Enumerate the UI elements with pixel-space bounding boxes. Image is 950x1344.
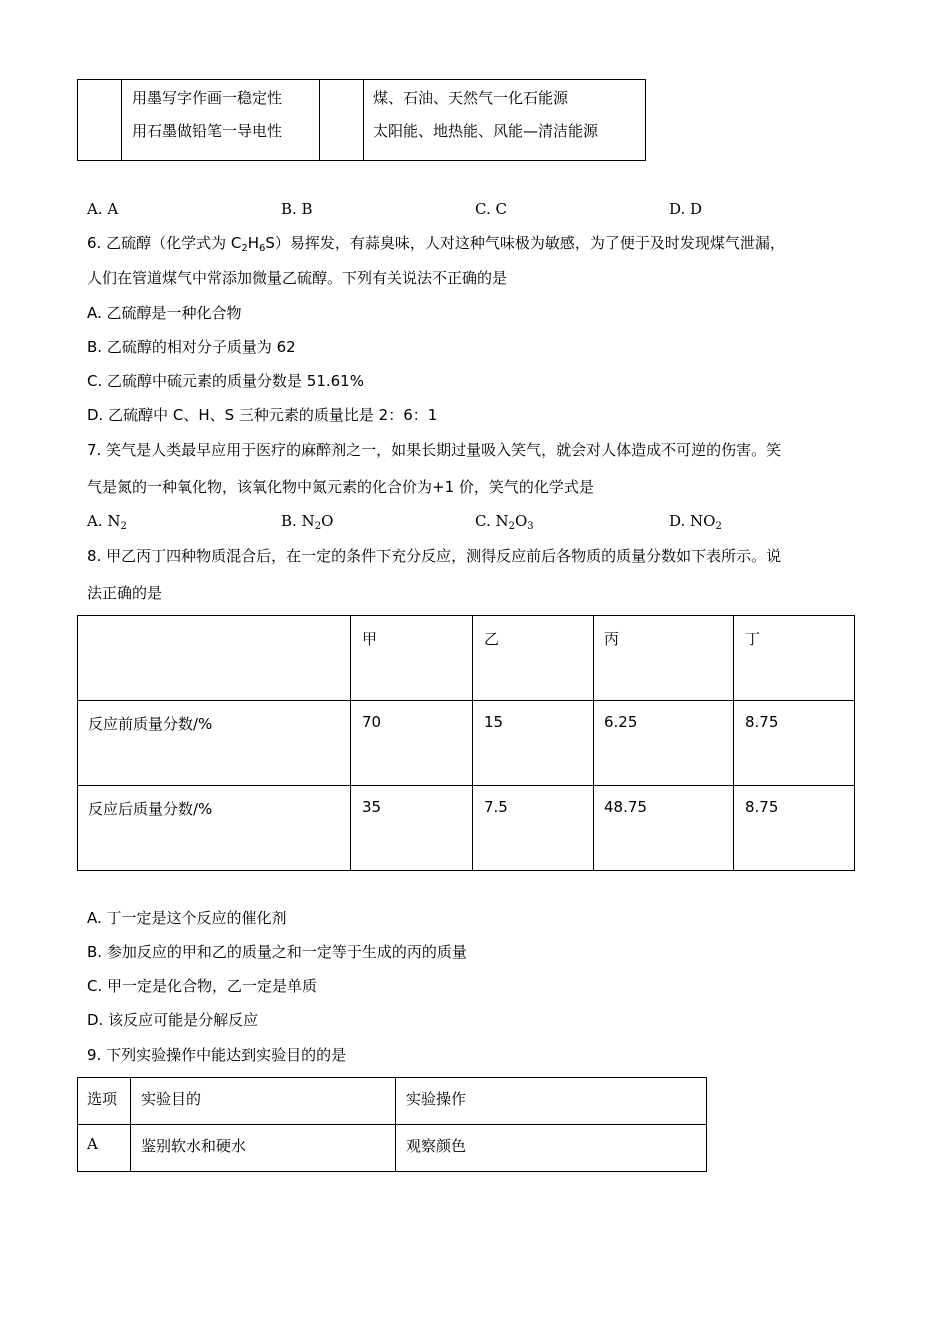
q7-option-a[interactable] (87, 512, 127, 532)
q7-option-c[interactable] (475, 512, 534, 532)
q8-header-jia: 甲 (362, 630, 378, 648)
q9-text-part: 下列实验操作中能达到实验目的的是 (106, 1046, 347, 1064)
q8-table-cell (734, 786, 855, 871)
q8-option-c[interactable]: C. 甲一定是化合物，乙一定是单质 (87, 977, 318, 995)
q6-option-b[interactable]: B. 乙硫醇的相对分子质量为 62 (87, 338, 296, 356)
q8-value: 48.75 (604, 798, 647, 816)
q7-b-text: B. N (281, 512, 315, 530)
q5-option-d[interactable]: D. D (669, 200, 703, 218)
q6-option-d[interactable]: D. 乙硫醇中 C、H、S 三种元素的质量比是 2：6：1 (87, 406, 438, 424)
top-table (77, 79, 646, 161)
q7-c-text: O (514, 512, 528, 530)
q8-table-cell (78, 701, 351, 786)
q8-header-bing: 丙 (604, 630, 620, 648)
q9-table-cell (396, 1125, 707, 1172)
top-table-text-2: 用石墨做铅笔一导电性 (132, 122, 283, 140)
q8-table-row-after (78, 786, 855, 871)
q8-option-d[interactable]: D. 该反应可能是分解反应 (87, 1011, 259, 1029)
q8-table-row-before (78, 701, 855, 786)
q6-option-a[interactable]: A. 乙硫醇是一种化合物 (87, 304, 242, 322)
q5-option-b[interactable]: B. B (281, 200, 313, 218)
q7-a-text: A. N (87, 512, 121, 530)
q9-table (77, 1077, 707, 1172)
q8-header-ding: 丁 (745, 630, 761, 648)
q7-d-sub: 2 (715, 521, 722, 532)
q8-number: 8. (87, 547, 102, 565)
q7-d-text: D. NO (669, 512, 716, 530)
q8-table-cell (594, 701, 734, 786)
top-table-cell-4 (364, 80, 646, 161)
q8-value: 8.75 (745, 713, 779, 731)
q9-number: 9. (87, 1046, 102, 1064)
q8-value: 8.75 (745, 798, 779, 816)
q9-row-option: A (87, 1135, 98, 1153)
q8-value: 70 (362, 713, 382, 731)
q8-stem-line1 (87, 549, 781, 564)
q8-table-cell (734, 616, 855, 701)
q8-option-b[interactable]: B. 参加反应的甲和乙的质量之和一定等于生成的丙的质量 (87, 943, 467, 961)
q8-table-cell (351, 701, 473, 786)
top-table-cell-3 (320, 80, 364, 161)
q5-option-c[interactable]: C. C (475, 200, 507, 218)
q7-option-d[interactable] (669, 512, 722, 532)
q8-table-cell (473, 616, 594, 701)
q8-text-part: 甲乙丙丁四种物质混合后，在一定的条件下充分反应，测得反应前后各物质的质量分数如下表所示。说 (106, 547, 782, 565)
q6-option-c[interactable]: C. 乙硫醇中硫元素的质量分数是 51.61% (87, 372, 364, 390)
q8-table-cell (473, 701, 594, 786)
q9-header-option: 选项 (87, 1090, 118, 1108)
q8-stem-line2: 法正确的是 (87, 584, 163, 602)
q9-table-header-row (78, 1078, 707, 1125)
q7-c-text: C. N (475, 512, 509, 530)
q7-b-sub: 2 (314, 521, 322, 532)
q8-table-cell (594, 616, 734, 701)
q8-option-a[interactable]: A. 丁一定是这个反应的催化剂 (87, 909, 287, 927)
q8-table-cell (351, 616, 473, 701)
q8-row-label: 反应后质量分数/% (88, 800, 213, 818)
q7-b-text: O (321, 512, 334, 530)
q8-value: 7.5 (484, 798, 508, 816)
q8-table-cell (473, 786, 594, 871)
q9-table-row-a (78, 1125, 707, 1172)
q9-row-operation: 观察颜色 (406, 1137, 467, 1155)
top-table-text-1: 用墨写字作画一稳定性 (132, 89, 283, 107)
q8-table-cell (78, 616, 351, 701)
q9-table-cell (78, 1078, 131, 1125)
q8-table-cell (78, 786, 351, 871)
q8-value: 15 (484, 713, 504, 731)
q8-header-yi: 乙 (484, 630, 500, 648)
q8-data-table (77, 615, 855, 871)
q9-table-cell (396, 1078, 707, 1125)
q7-a-sub: 2 (120, 521, 127, 532)
q7-stem-line1 (87, 443, 781, 458)
q9-header-operation: 实验操作 (406, 1090, 467, 1108)
q9-stem (87, 1048, 346, 1063)
q8-value: 35 (362, 798, 382, 816)
top-table-text-3: 煤、石油、天然气一化石能源 (373, 89, 569, 107)
q6-sub: 6 (259, 243, 266, 254)
q8-value: 6.25 (604, 713, 638, 731)
q6-text-part: S）易挥发，有蒜臭味，人对这种气味极为敏感，为了便于及时发现煤气泄漏， (265, 234, 785, 252)
q9-table-cell (131, 1125, 396, 1172)
q7-option-b[interactable] (281, 512, 334, 532)
q8-table-cell (734, 701, 855, 786)
q6-stem-line2: 人们在管道煤气中常添加微量乙硫醇。下列有关说法不正确的是 (87, 269, 508, 287)
q6-text-part: H (247, 234, 259, 252)
q6-sub: 2 (241, 243, 248, 254)
top-table-text-4: 太阳能、地热能、风能—清洁能源 (373, 122, 599, 140)
q9-row-purpose: 鉴别软水和硬水 (141, 1137, 247, 1155)
q6-text-part: 乙硫醇（化学式为 C (106, 234, 242, 252)
top-table-cell-1 (78, 80, 122, 161)
q5-option-a[interactable]: A. A (87, 200, 119, 218)
q7-number: 7. (87, 441, 102, 459)
top-table-cell-2 (122, 80, 320, 161)
q9-table-cell (131, 1078, 396, 1125)
q6-number: 6. (87, 234, 102, 252)
q7-c-sub: 3 (527, 521, 534, 532)
q8-table-cell (594, 786, 734, 871)
q7-stem-line2: 气是氮的一种氧化物，该氧化物中氮元素的化合价为+1 价，笑气的化学式是 (87, 478, 594, 496)
q6-stem-line1 (87, 234, 785, 254)
q9-header-purpose: 实验目的 (141, 1090, 202, 1108)
q9-table-cell (78, 1125, 131, 1172)
q8-table-cell (351, 786, 473, 871)
q8-table-header-row (78, 616, 855, 701)
q8-row-label: 反应前质量分数/% (88, 715, 213, 733)
q7-text-part: 笑气是人类最早应用于医疗的麻醉剂之一，如果长期过量吸入笑气，就会对人体造成不可逆的伤害。笑 (106, 441, 782, 459)
q7-c-sub: 2 (508, 521, 515, 532)
